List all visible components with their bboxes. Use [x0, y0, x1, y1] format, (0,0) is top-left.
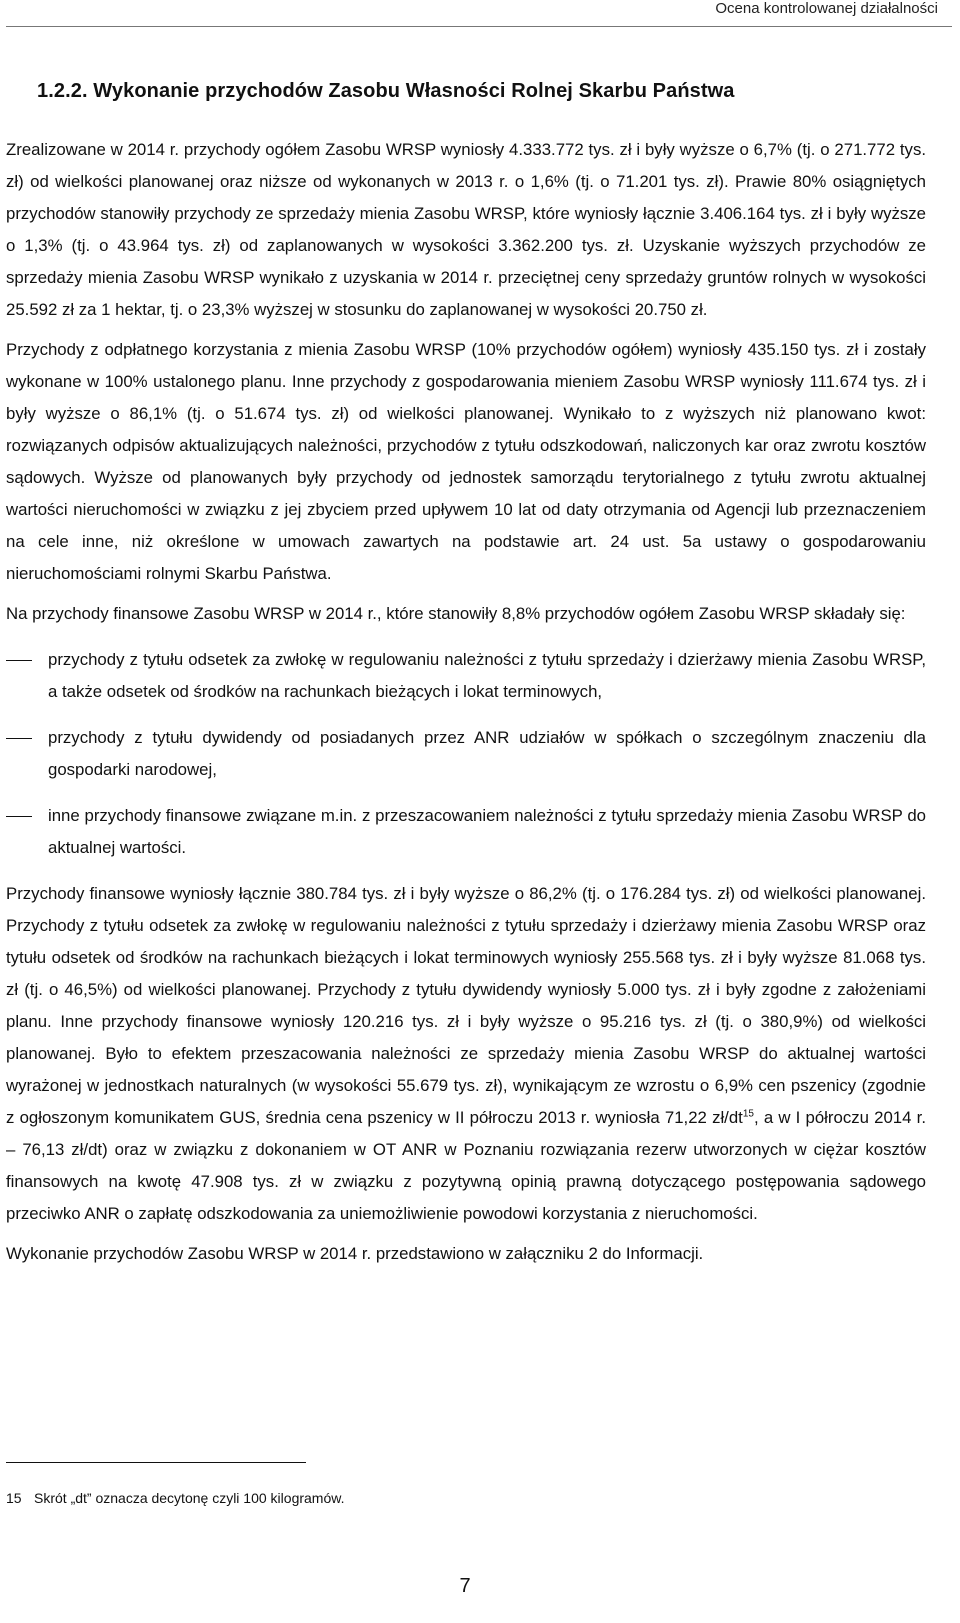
- list-item: przychody z tytułu dywidendy od posiadanych przez ANR udziałów w spółkach o szczególnym znaczeniu dla gospodarki narodowej,: [6, 722, 926, 786]
- paragraph-financial-intro: Na przychody finansowe Zasobu WRSP w 2014 r., które stanowiły 8,8% przychodów ogółem Zasobu WRSP składały się:: [6, 604, 906, 623]
- page-number: 7: [459, 1575, 471, 1597]
- footnote: [6, 1490, 344, 1506]
- running-header: Ocena kontrolowanej działalności: [715, 0, 938, 17]
- financial-revenue-list: [6, 644, 926, 864]
- header-divider: [6, 26, 952, 27]
- footnote-reference[interactable]: 15: [742, 1108, 754, 1120]
- section-title: 1.2.2. Wykonanie przychodów Zasobu Własności Rolnej Skarbu Państwa: [37, 80, 735, 102]
- list-item: przychody z tytułu odsetek za zwłokę w regulowaniu należności z tytułu sprzedaży i dzierżawy mienia Zasobu WRSP, a także odsetek od środków na rachunkach bieżących i lokat terminowych,: [6, 644, 926, 708]
- paragraph-financial-details: [6, 878, 926, 1230]
- paragraph-text: , a w I półroczu 2014 r. – 76,13 zł/dt) oraz w związku z dokonaniem w OT ANR w Poznaniu rozwiązania rezerw utworzonych w ciężar kosztów finansowych na kwotę 47.908 tys. zł w związku z pozytywną opinią prawną dotyczącego postępowania sądowego przeciwko ANR o zapłatę odszkodowania za uniemożliwienie powodowi korzystania z nieruchomości.: [6, 1108, 926, 1223]
- document-body: [6, 134, 926, 1278]
- footnote-divider: [6, 1462, 306, 1463]
- paragraph-annex-reference: Wykonanie przychodów Zasobu WRSP w 2014 r. przedstawiono w załączniku 2 do Informacji.: [6, 1244, 704, 1263]
- footnote-number: 15: [6, 1490, 22, 1506]
- footnote-text: Skrót „dt” oznacza decytonę czyli 100 kilogramów.: [34, 1490, 345, 1506]
- paragraph-text: Przychody finansowe wyniosły łącznie 380.784 tys. zł i były wyższe o 86,2% (tj. o 176.284 tys. zł) od wielkości planowanej. Przychody z tytułu odsetek za zwłokę w regulowaniu należności z tytułu sprzedaży i dzierżawy mienia Zasobu WRSP oraz tytułu odsetek od środków na rachunkach bieżących i lokat terminowych wyniosły 255.568 tys. zł i były wyższe 81.068 tys. zł (tj. o 46,5%) od wielkości planowanej. Przychody z tytułu dywidendy wyniosły 5.000 tys. zł i były zgodne z założeniami planu. Inne przychody finansowe wyniosły 120.216 tys. zł i były wyższe o 95.216 tys. zł (tj. o 380,9%) od wielkości planowanej. Było to efektem przeszacowania należności ze sprzedaży mienia Zasobu WRSP do aktualnej wartości wyrażonej w jednostkach naturalnych (w wysokości 55.679 tys. zł), wynikającym ze wzrostu o 6,9% cen pszenicy (zgodnie z ogłoszonym komunikatem GUS, średnia cena pszenicy w II półroczu 2013 r. wyniosła 71,22 zł/dt: [6, 884, 926, 1127]
- paragraph-use-revenue: Przychody z odpłatnego korzystania z mienia Zasobu WRSP (10% przychodów ogółem) wyniosły 435.150 tys. zł i zostały wykonane w 100% ustalonego planu. Inne przychody z gospodarowania mieniem Zasobu WRSP wyniosły 111.674 tys. zł i były wyższe o 86,1% (tj. o 51.674 tys. zł) od wielkości planowanej. Wynikało to z wyższych niż planowano kwot: rozwiązanych odpisów aktualizujących należności, przychodów z tytułu odszkodowań, naliczonych kar oraz zwrotu kosztów sądowych. Wyższe od planowanych były przychody od jednostek samorządu terytorialnego z tytułu zwrotu aktualnej wartości nieruchomości w związku z jej zbyciem przed upływem 10 lat od daty otrzymania od Agencji lub przeznaczeniem na cele inne, niż określone w umowach zawartych na podstawie art. 24 ust. 5a ustawy o gospodarowaniu nieruchomościami rolnymi Skarbu Państwa.: [6, 340, 926, 583]
- list-item: inne przychody finansowe związane m.in. z przeszacowaniem należności z tytułu sprzedaży mienia Zasobu WRSP do aktualnej wartości.: [6, 800, 926, 864]
- paragraph-revenue-total: Zrealizowane w 2014 r. przychody ogółem Zasobu WRSP wyniosły 4.333.772 tys. zł i były wyższe o 6,7% (tj. o 271.772 tys. zł) od wielkości planowanej oraz niższe od wykonanych w 2013 r. o 1,6% (tj. o 71.201 tys. zł). Prawie 80% osiągniętych przychodów stanowiły przychody ze sprzedaży mienia Zasobu WRSP, które wyniosły łącznie 3.406.164 tys. zł i były wyższe o 1,3% (tj. o 43.964 tys. zł) od zaplanowanych w wysokości 3.362.200 tys. zł. Uzyskanie wyższych przychodów ze sprzedaży mienia Zasobu WRSP wynikało z uzyskania w 2014 r. przeciętnej ceny sprzedaży gruntów rolnych w wysokości 25.592 zł za 1 hektar, tj. o 23,3% wyższej w stosunku do zaplanowanej w wysokości 20.750 zł.: [6, 140, 926, 319]
